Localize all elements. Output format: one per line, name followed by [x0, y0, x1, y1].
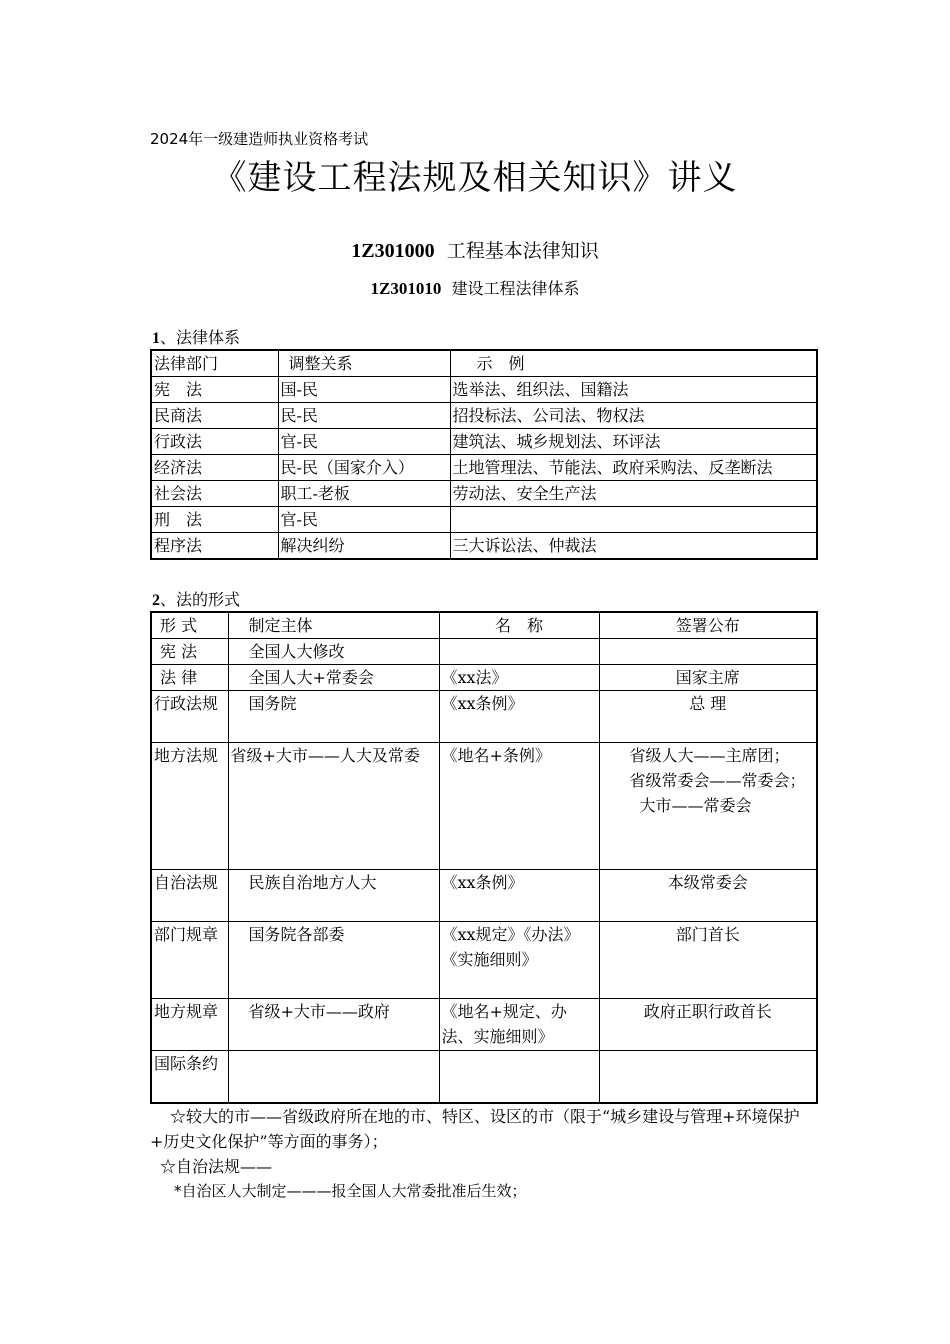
table-row: [151, 481, 817, 507]
cell-line: 《实施细则》: [441, 950, 538, 969]
table-cell: 刑 法: [151, 507, 278, 533]
table-row: [151, 639, 817, 665]
note-paragraph: ☆自治法规——: [160, 1157, 273, 1176]
table-cell: 省级+大市——政府: [228, 999, 439, 1051]
table-row: [151, 691, 817, 743]
table-cell: 《xx法》: [439, 665, 599, 691]
table-cell: 政府正职行政首长: [599, 999, 817, 1051]
table-cell: 《xx条例》: [439, 691, 599, 743]
table-cell: 国际条约: [151, 1051, 228, 1103]
table-cell: 宪 法: [151, 639, 228, 665]
table-cell: 地方法规: [151, 743, 228, 870]
table-cell: 土地管理法、节能法、政府采购法、反垄断法: [450, 455, 817, 481]
table-cell: 职工-老板: [278, 481, 450, 507]
header-cell: 制定主体: [228, 612, 439, 639]
table-row: [151, 922, 817, 999]
cell-line: 大市——常委会: [639, 796, 752, 815]
table-cell: 国务院: [228, 691, 439, 743]
table-row: [151, 870, 817, 922]
table-row: [151, 665, 817, 691]
table-cell: 行政法: [151, 429, 278, 455]
table-cell: 全国人大+常委会: [228, 665, 439, 691]
table-row: [151, 999, 817, 1051]
table-row: [151, 377, 817, 403]
table-row: [151, 507, 817, 533]
note-paragraph: *自治区人大制定———报全国人大常委批准后生效；: [174, 1182, 527, 1200]
table-row: [151, 743, 817, 870]
header-cell: 名 称: [439, 612, 599, 639]
section-code: 1Z301010: [370, 279, 442, 298]
table-cell: [439, 1051, 599, 1103]
chapter-heading: [0, 236, 950, 263]
table-cell: 程序法: [151, 533, 278, 560]
table-cell: 选举法、组织法、国籍法: [450, 377, 817, 403]
table-cell: 民-民: [278, 403, 450, 429]
part2-num: 2: [152, 592, 160, 609]
table-cell: 劳动法、安全生产法: [450, 481, 817, 507]
chapter-code: 1Z301000: [351, 240, 435, 262]
exam-line: 2024年一级建造师执业资格考试: [150, 130, 369, 148]
table-cell: 国务院各部委: [228, 922, 439, 999]
table-cell: 部门规章: [151, 922, 228, 999]
table-cell: 社会法: [151, 481, 278, 507]
table-cell: [599, 1051, 817, 1103]
part2-title: 、法的形式: [160, 590, 241, 609]
table-cell: 自治法规: [151, 870, 228, 922]
section-name: 建设工程法律体系: [451, 279, 580, 298]
section-heading: [0, 276, 950, 299]
table-cell: 建筑法、城乡规划法、环评法: [450, 429, 817, 455]
header-cell: 签署公布: [599, 612, 817, 639]
law-forms-table: [150, 611, 818, 1104]
table-cell: 国家主席: [599, 665, 817, 691]
header-cell: 调整关系: [278, 350, 450, 377]
table-cell: 国-民: [278, 377, 450, 403]
header-cell: 示 例: [450, 350, 817, 377]
part1-heading: [152, 325, 240, 348]
table-cell: 法 律: [151, 665, 228, 691]
header-cell: 形 式: [151, 612, 228, 639]
table-cell: [599, 639, 817, 665]
table-cell: 地方规章: [151, 999, 228, 1051]
header-cell: 法律部门: [151, 350, 278, 377]
table-cell: 总 理: [599, 691, 817, 743]
table-row: [151, 455, 817, 481]
table-row: [151, 403, 817, 429]
table-cell: 行政法规: [151, 691, 228, 743]
table-cell: 部门首长: [599, 922, 817, 999]
table-cell: 《地名+规定、办法、实施细则》: [439, 999, 599, 1051]
cell-line: 省级常委会——常委会；: [629, 771, 806, 790]
chapter-name: 工程基本法律知识: [446, 240, 599, 262]
table-cell: [450, 507, 817, 533]
table-row: [151, 1051, 817, 1103]
table-cell: [599, 743, 817, 870]
table-cell: 省级+大市——人大及常委: [228, 743, 439, 870]
table-cell: 全国人大修改: [228, 639, 439, 665]
table-row: [151, 429, 817, 455]
table-cell: 本级常委会: [599, 870, 817, 922]
table-cell: [439, 922, 599, 999]
cell-line: 省级人大——主席团；: [629, 746, 790, 765]
part2-heading: [152, 587, 240, 610]
table-cell: 宪 法: [151, 377, 278, 403]
table-cell: 民族自治地方人大: [228, 870, 439, 922]
table-cell: 《地名+条例》: [439, 743, 599, 870]
part1-title: 、法律体系: [160, 328, 241, 347]
table-cell: 招投标法、公司法、物权法: [450, 403, 817, 429]
table-cell: 民商法: [151, 403, 278, 429]
note-paragraph: ☆较大的市——省级政府所在地的市、特区、设区的市（限于“城乡建设与管理+环境保护+历史文化保护”等方面的事务）；: [150, 1107, 800, 1151]
part1-num: 1: [152, 330, 160, 347]
notes: [150, 1104, 810, 1204]
table-cell: 民-民（国家介入）: [278, 455, 450, 481]
legal-system-table: [150, 349, 818, 560]
table-cell: 官-民: [278, 507, 450, 533]
table-cell: [439, 639, 599, 665]
table-cell: 解决纠纷: [278, 533, 450, 560]
cell-line: 《xx规定》《办法》: [441, 925, 580, 944]
table-header-row: [151, 612, 817, 639]
table-cell: 三大诉讼法、仲裁法: [450, 533, 817, 560]
table-row: [151, 533, 817, 560]
table-cell: 《xx条例》: [439, 870, 599, 922]
table-cell: 经济法: [151, 455, 278, 481]
table-cell: 官-民: [278, 429, 450, 455]
table-cell: [228, 1051, 439, 1103]
page-title: 《建设工程法规及相关知识》讲义: [212, 158, 738, 198]
table-header-row: [151, 350, 817, 377]
